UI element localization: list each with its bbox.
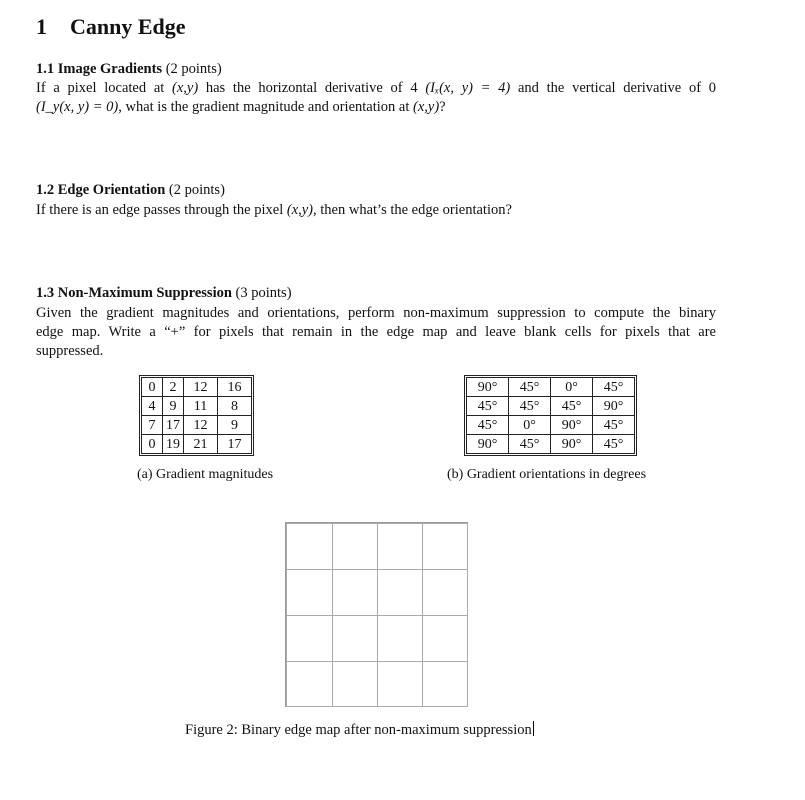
table-cell: 45° [509,378,551,397]
edge-map-cell[interactable] [286,615,333,662]
table-cell: 90° [467,435,509,454]
table-cell: 45° [593,416,635,435]
table-cell: 11 [184,397,218,416]
table-cell: 45° [467,397,509,416]
edge-map-cell[interactable] [377,523,423,570]
table-cell: 21 [184,435,218,454]
table-cell: 45° [593,378,635,397]
table-row [142,435,252,454]
table-cell: 9 [218,416,252,435]
table-cell: 4 [142,397,163,416]
table-cell: 0 [142,435,163,454]
q2-points: (2 points) [168,182,225,198]
table-cell: 90° [551,435,593,454]
q3-line-1: Given the gradient magnitudes and orientations, perform non-maximum suppression to compute the binary [36,305,716,321]
q3-title: Non-Maximum Suppression [57,285,232,301]
q2-title: Edge Orientation [57,182,166,198]
magnitudes-caption: (a) Gradient magnitudes [137,467,274,482]
edge-map-cell[interactable] [377,661,423,707]
edge-map-cell[interactable] [332,569,378,616]
q1-points: (2 points) [165,61,222,77]
edge-map-cell[interactable] [286,523,333,570]
section-title [36,14,186,40]
table-cell: 0 [142,378,163,397]
table-row [142,378,252,397]
q1-body [36,79,716,117]
table-cell: 17 [163,416,184,435]
table-row [467,397,635,416]
table-cell: 0° [551,378,593,397]
table-row [467,378,635,397]
q1-title: Image Gradients [57,61,163,77]
q2-number: 1.2 [36,182,55,198]
section-title-text: Canny Edge [70,14,186,39]
q3-heading [36,285,292,302]
orientations-caption: (b) Gradient orientations in degrees [447,467,647,482]
table-cell: 8 [218,397,252,416]
table-row [142,416,252,435]
gradient-orientations-table [466,377,635,454]
edge-map-cell[interactable] [422,523,468,570]
table-cell: 90° [551,416,593,435]
table-row [467,435,635,454]
table-cell: 17 [218,435,252,454]
table-cell: 45° [467,416,509,435]
section-number: 1 [36,14,47,39]
q2-body [36,201,716,220]
edge-map-cell[interactable] [332,615,378,662]
table-cell: 90° [467,378,509,397]
table-cell: 9 [163,397,184,416]
table-cell: 12 [184,378,218,397]
edge-map-cell[interactable] [286,661,333,707]
table-cell: 16 [218,378,252,397]
q2-heading [36,182,225,199]
edge-map-cell[interactable] [332,523,378,570]
table-row [142,397,252,416]
q3-line-3: suppressed. [36,343,104,359]
text-cursor [533,721,534,736]
q2-line-1: If there is an edge passes through the pixel (x,y), then what’s the edge orientation? [36,202,512,218]
edge-map-cell[interactable] [422,615,468,662]
edge-map-cell[interactable] [332,661,378,707]
gradient-magnitudes-table [141,377,252,454]
table-cell: 45° [593,435,635,454]
edge-map-cell[interactable] [422,661,468,707]
edge-map-cell[interactable] [422,569,468,616]
figure-2-caption [185,721,534,739]
q1-line-1: If a pixel located at (x,y) has the horizontal derivative of 4 (Iₓ(x, y) = 4) and the vertical derivative of 0 [36,80,716,96]
table-cell: 45° [509,435,551,454]
q1-heading [36,61,222,78]
q3-body [36,304,716,361]
q3-line-2: edge map. Write a “+” for pixels that remain in the edge map and leave blank cells for pixels that are [36,324,716,340]
table-cell: 0° [509,416,551,435]
q1-line-2: (I_y(x, y) = 0), what is the gradient magnitude and orientation at (x,y)? [36,99,446,115]
table-cell: 12 [184,416,218,435]
table-cell: 7 [142,416,163,435]
edge-map-cell[interactable] [377,615,423,662]
table-cell: 45° [551,397,593,416]
edge-map-cell[interactable] [377,569,423,616]
table-cell: 90° [593,397,635,416]
edge-map-cell[interactable] [286,569,333,616]
q3-points: (3 points) [235,285,292,301]
q3-number: 1.3 [36,285,55,301]
q1-number: 1.1 [36,61,55,77]
table-cell: 2 [163,378,184,397]
table-cell: 45° [509,397,551,416]
table-cell: 19 [163,435,184,454]
figure-2-caption-text: Figure 2: Binary edge map after non-maximum suppression [185,722,532,738]
table-row [467,416,635,435]
binary-edge-map-grid [285,522,468,707]
